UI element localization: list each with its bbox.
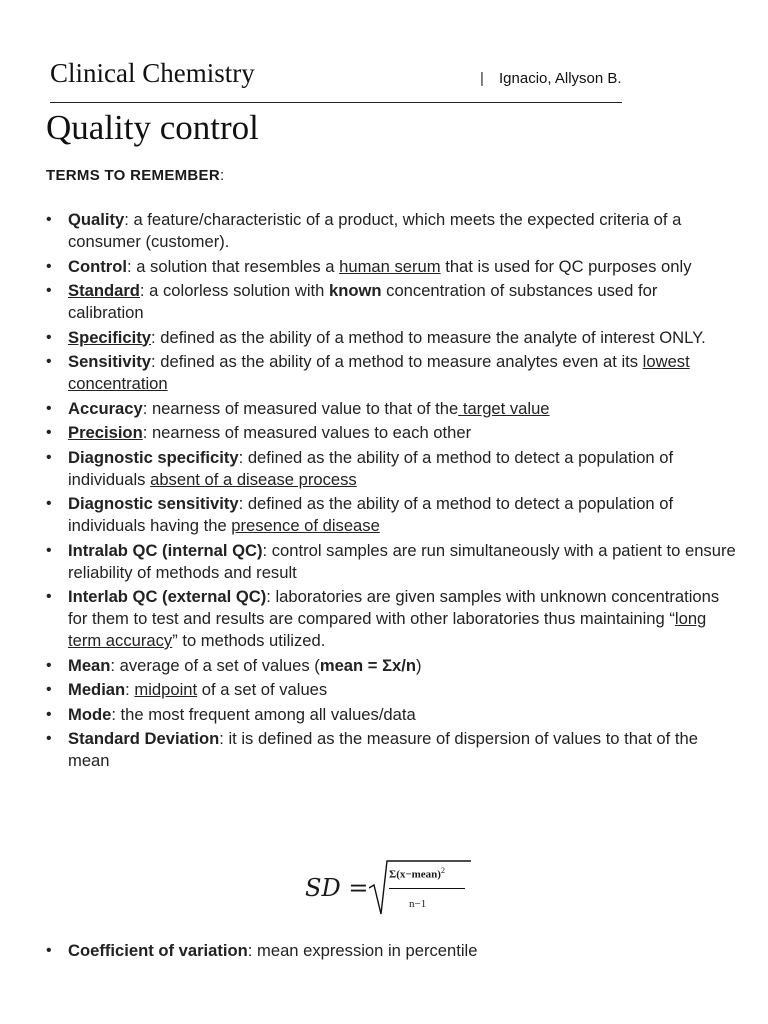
bullet-icon: • [46,353,52,370]
term-definition: : mean expression in percentile [247,941,478,960]
term-label: Interlab QC (external QC) [68,587,267,606]
term-definition-rest: ” to methods utilized. [172,631,326,650]
bullet-icon: • [46,495,52,512]
term-label: Median [68,680,126,699]
term-definition: : the most frequent among all values/data [111,704,416,724]
term-definition: : average of a set of values ( [110,655,320,675]
underlined-phrase: target value [458,398,550,418]
list-item [46,940,736,962]
term-label: Precision [68,423,143,442]
term-label: Specificity [68,327,152,347]
list-item [46,447,736,491]
term-label: Diagnostic specificity [68,447,239,467]
term-label: Control [68,256,127,276]
underlined-phrase: presence of disease [231,516,380,535]
bullet-icon: • [46,656,52,674]
bullet-icon: • [46,257,52,275]
list-item [46,422,736,444]
terms-list [46,209,736,775]
header-author: Ignacio, Allyson B. [499,70,622,87]
formula-exponent: 2 [440,866,445,875]
fraction-bar [389,888,465,889]
bullet-icon: • [46,588,52,605]
underlined-phrase: absent of a disease process [150,469,357,489]
term-label: Mode [68,704,112,724]
term-definition: : a feature/characteristic of a product, which meets the expected criteria of a consumer (customer). [68,210,682,251]
bullet-icon: • [46,448,52,466]
term-definition: : a solution that resembles a [127,256,340,276]
term-definition-rest: of a set of values [197,680,328,699]
underlined-phrase: human serum [339,256,441,276]
bullet-icon: • [46,942,52,959]
term-definition-rest: ) [416,655,422,675]
list-item [46,280,736,324]
list-item [46,704,736,726]
section-heading [46,167,224,184]
bullet-icon: • [46,282,52,299]
term-definition: : nearness of measured value to that of the [142,398,459,418]
list-item [46,256,736,278]
term-definition: : defined as the ability of a method to detect a population of individuals having the [68,494,674,535]
formula-numerator [389,866,445,881]
section-heading-text: TERMS TO REMEMBER [46,167,220,184]
sd-formula [305,858,475,920]
term-label: Sensitivity [68,352,152,371]
term-definition-rest: that is used for QC purposes only [440,256,692,276]
bullet-icon: • [46,399,52,417]
term-definition-rest: concentration of substances used for calibration [68,281,658,322]
list-item [46,209,736,253]
bullet-icon: • [46,541,52,559]
list-item [46,540,736,584]
term-definition: : defined as the ability of a method to measure analytes even at its [151,352,643,371]
formula-denominator: n−1 [409,898,427,910]
term-label: Diagnostic sensitivity [68,494,239,513]
term-definition: : defined as the ability of a method to measure the analyte of interest ONLY. [151,327,706,347]
bold-phrase: mean = Σx/n [319,655,417,675]
list-item [46,398,736,420]
term-definition: : it is defined as the measure of dispersion of values to that of the mean [68,729,698,770]
term-label: Quality [68,210,125,229]
formula-lhs: SD = [305,874,369,902]
term-definition: : laboratories are given samples with unknown concentrations for them to test and results are compared with other laboratories thus maintaining “ [68,587,720,628]
list-item [46,679,736,701]
term-definition: : control samples are run simultaneously with a patient to ensure reliability of methods and result [68,540,736,582]
term-definition: : defined as the ability of a method to detect a population of individuals [68,447,674,489]
bullet-icon: • [46,211,52,228]
list-item [46,351,736,395]
list-item [46,493,736,537]
bullet-icon: • [46,705,52,723]
term-definition: : nearness of measured values to each other [142,423,472,442]
list-item [46,655,736,677]
term-label: Accuracy [68,398,143,418]
term-definition: : [125,680,135,699]
bullet-icon: • [46,730,52,747]
term-label: Standard Deviation [68,729,220,748]
term-label: Mean [68,655,111,675]
underlined-phrase: long term accuracy [68,609,707,650]
bullet-icon: • [46,424,52,441]
header-rule [50,102,622,103]
header-course-title: Clinical Chemistry [50,58,255,88]
bullet-icon: • [46,681,52,698]
underlined-phrase: lowest concentration [68,352,690,393]
page-title: Quality control [46,108,259,147]
section-heading-colon: : [220,167,225,184]
underlined-phrase: midpoint [134,680,198,699]
terms-list-continued [46,940,736,965]
header-separator: | [480,70,484,87]
list-item [46,327,736,349]
bullet-icon: • [46,328,52,346]
term-label: Coefficient of variation [68,941,248,960]
list-item [46,728,736,772]
list-item [46,586,736,652]
term-label: Standard [68,281,140,300]
formula-numerator-text: Σ(x−mean) [389,868,441,881]
term-definition: : a colorless solution with [139,281,329,300]
term-label: Intralab QC (internal QC) [68,540,263,560]
bold-phrase: known [329,281,382,300]
